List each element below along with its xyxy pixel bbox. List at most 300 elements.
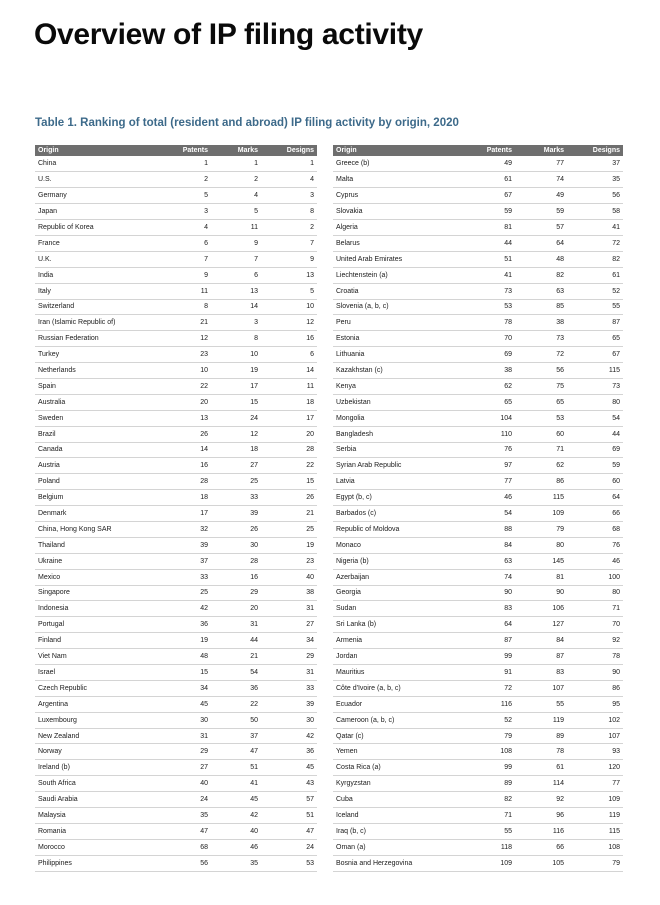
origin-cell: Kazakhstan (c) (336, 367, 383, 375)
patents-cell: 25 (200, 589, 208, 597)
ranking-table-left (35, 145, 317, 872)
patents-cell: 89 (504, 780, 512, 788)
marks-cell: 46 (250, 843, 258, 851)
marks-cell: 62 (556, 462, 564, 470)
designs-cell: 115 (608, 827, 620, 835)
page-title: Overview of IP filing activity (34, 18, 423, 51)
table-header-row (333, 145, 623, 156)
patents-cell: 116 (500, 700, 512, 708)
origin-cell: Saudi Arabia (38, 796, 78, 804)
marks-cell: 55 (556, 700, 564, 708)
patents-cell: 30 (200, 716, 208, 724)
patents-cell: 9 (204, 271, 208, 279)
patents-cell: 33 (200, 573, 208, 581)
marks-cell: 12 (250, 430, 258, 438)
origin-cell: Bosnia and Herzegovina (336, 859, 413, 867)
origin-cell: Iraq (b, c) (336, 827, 366, 835)
designs-cell: 47 (306, 827, 314, 835)
designs-cell: 115 (608, 367, 620, 375)
designs-cell: 80 (612, 398, 620, 406)
origin-cell: Estonia (336, 335, 360, 343)
patents-cell: 52 (504, 716, 512, 724)
header-origin: Origin (38, 147, 59, 154)
origin-cell: Morocco (38, 843, 65, 851)
marks-cell: 25 (250, 478, 258, 486)
designs-cell: 11 (306, 382, 314, 390)
marks-cell: 41 (250, 780, 258, 788)
designs-cell: 54 (612, 414, 620, 422)
origin-cell: Canada (38, 446, 63, 454)
designs-cell: 60 (612, 478, 620, 486)
marks-cell: 81 (556, 573, 564, 581)
patents-cell: 42 (200, 605, 208, 613)
origin-cell: Cyprus (336, 192, 359, 200)
patents-cell: 109 (500, 859, 512, 867)
designs-cell: 65 (612, 335, 620, 343)
patents-cell: 19 (200, 637, 208, 645)
origin-cell: China, Hong Kong SAR (38, 525, 112, 533)
designs-cell: 120 (608, 764, 620, 772)
designs-cell: 18 (306, 398, 314, 406)
patents-cell: 8 (204, 303, 208, 311)
patents-cell: 74 (504, 573, 512, 581)
header-marks: Marks (237, 147, 258, 154)
patents-cell: 46 (504, 494, 512, 502)
designs-cell: 2 (310, 224, 314, 231)
patents-cell: 68 (200, 843, 208, 851)
patents-cell: 82 (504, 796, 512, 804)
origin-cell: Ireland (b) (38, 764, 70, 772)
table-row (333, 490, 623, 506)
marks-cell: 116 (552, 827, 564, 835)
patents-cell: 10 (200, 367, 208, 375)
patents-cell: 90 (504, 589, 512, 597)
origin-cell: Luxembourg (38, 716, 77, 724)
origin-cell: Lithuania (336, 351, 365, 359)
patents-cell: 59 (504, 208, 512, 216)
marks-cell: 92 (556, 796, 564, 804)
marks-cell: 65 (556, 398, 564, 406)
table-row (35, 490, 317, 506)
marks-cell: 80 (556, 541, 564, 549)
patents-cell: 72 (504, 684, 512, 692)
origin-cell: Liechtenstein (a) (336, 271, 388, 279)
marks-cell: 49 (556, 192, 564, 200)
designs-cell: 42 (306, 732, 314, 740)
patents-cell: 84 (504, 541, 512, 549)
marks-cell: 47 (250, 748, 258, 756)
table-row (333, 855, 623, 871)
marks-cell: 26 (250, 525, 258, 533)
table-row (333, 458, 623, 474)
marks-cell: 85 (556, 303, 564, 311)
header-designs: Designs (592, 147, 620, 154)
table-row (333, 172, 623, 188)
origin-cell: Malaysia (38, 811, 66, 819)
origin-cell: Greece (b) (336, 160, 370, 168)
table-row (35, 331, 317, 347)
patents-cell: 61 (504, 176, 512, 184)
origin-cell: Monaco (336, 541, 361, 549)
marks-cell: 13 (250, 287, 258, 295)
patents-cell: 40 (200, 780, 208, 788)
marks-cell: 86 (556, 478, 564, 486)
marks-cell: 3 (254, 319, 258, 327)
patents-cell: 26 (200, 430, 208, 438)
origin-cell: United Arab Emirates (336, 255, 403, 263)
patents-cell: 118 (500, 843, 512, 851)
patents-cell: 23 (200, 351, 208, 359)
designs-cell: 12 (306, 319, 314, 327)
origin-cell: Iran (Islamic Republic of) (38, 319, 116, 327)
marks-cell: 79 (556, 525, 564, 533)
marks-cell: 48 (556, 255, 564, 263)
origin-cell: Serbia (336, 446, 357, 454)
designs-cell: 6 (310, 351, 314, 359)
marks-cell: 45 (250, 796, 258, 804)
origin-cell: Indonesia (38, 605, 69, 613)
marks-cell: 78 (556, 748, 564, 756)
table-row (35, 458, 317, 474)
table-header-row (35, 145, 317, 156)
marks-cell: 5 (254, 208, 258, 216)
patents-cell: 83 (504, 605, 512, 613)
designs-cell: 25 (306, 525, 314, 533)
designs-cell: 93 (612, 748, 620, 756)
designs-cell: 46 (612, 557, 620, 565)
designs-cell: 92 (612, 637, 620, 645)
table-row (35, 839, 317, 855)
patents-cell: 35 (200, 811, 208, 819)
table-row (333, 839, 623, 855)
patents-cell: 15 (200, 668, 208, 676)
designs-cell: 107 (608, 732, 620, 740)
table-row (333, 331, 623, 347)
designs-cell: 29 (306, 653, 314, 661)
origin-cell: Portugal (38, 621, 65, 629)
table-row (35, 601, 317, 617)
marks-cell: 50 (250, 716, 258, 724)
origin-cell: India (38, 271, 54, 279)
designs-cell: 52 (612, 287, 620, 295)
marks-cell: 29 (250, 589, 258, 597)
table-row (35, 823, 317, 839)
origin-cell: Austria (38, 462, 60, 470)
table-row (35, 410, 317, 426)
designs-cell: 102 (608, 716, 620, 724)
marks-cell: 71 (556, 446, 564, 454)
patents-cell: 21 (200, 319, 208, 327)
table-row (35, 537, 317, 553)
designs-cell: 1 (310, 160, 314, 168)
origin-cell: Azerbaijan (336, 573, 370, 581)
patents-cell: 17 (200, 510, 208, 518)
marks-cell: 107 (552, 684, 564, 692)
patents-cell: 16 (200, 462, 208, 470)
origin-cell: Ukraine (38, 557, 63, 565)
marks-cell: 51 (250, 764, 258, 772)
table-row (35, 426, 317, 442)
designs-cell: 64 (612, 494, 620, 502)
origin-cell: Barbados (c) (336, 510, 377, 518)
designs-cell: 28 (306, 446, 314, 454)
origin-cell: Israel (38, 668, 56, 676)
marks-cell: 127 (552, 621, 564, 629)
marks-cell: 14 (250, 303, 258, 311)
table-row (333, 394, 623, 410)
marks-cell: 64 (556, 239, 564, 247)
patents-cell: 3 (204, 208, 208, 216)
marks-cell: 2 (254, 176, 258, 184)
patents-cell: 108 (500, 748, 512, 756)
marks-cell: 74 (556, 176, 564, 184)
marks-cell: 54 (250, 668, 258, 676)
designs-cell: 8 (310, 208, 314, 216)
origin-cell: Yemen (336, 748, 358, 756)
marks-cell: 36 (250, 684, 258, 692)
designs-cell: 3 (310, 192, 314, 200)
table-row (35, 220, 317, 236)
origin-cell: Slovenia (a, b, c) (336, 303, 389, 311)
table-row (333, 680, 623, 696)
table-row (333, 696, 623, 712)
patents-cell: 91 (504, 668, 512, 676)
marks-cell: 17 (250, 382, 258, 390)
designs-cell: 24 (306, 843, 314, 851)
patents-cell: 76 (504, 446, 512, 454)
marks-cell: 115 (552, 494, 564, 502)
marks-cell: 1 (254, 160, 258, 168)
origin-cell: Japan (38, 208, 58, 216)
patents-cell: 4 (204, 224, 208, 231)
table-row (333, 363, 623, 379)
origin-cell: Sweden (38, 414, 64, 422)
origin-cell: Singapore (38, 589, 70, 597)
designs-cell: 23 (306, 557, 314, 565)
origin-cell: China (38, 160, 57, 168)
table-row (333, 760, 623, 776)
patents-cell: 36 (200, 621, 208, 629)
designs-cell: 76 (612, 541, 620, 549)
marks-cell: 90 (556, 589, 564, 597)
table-row (35, 283, 317, 299)
patents-cell: 53 (504, 303, 512, 311)
patents-cell: 20 (200, 398, 208, 406)
table-row (333, 537, 623, 553)
origin-cell: Germany (38, 192, 67, 200)
origin-cell: Belarus (336, 239, 360, 247)
origin-cell: Georgia (336, 589, 361, 597)
patents-cell: 28 (200, 478, 208, 486)
designs-cell: 10 (306, 303, 314, 311)
marks-cell: 21 (250, 653, 258, 661)
designs-cell: 43 (306, 780, 314, 788)
patents-cell: 22 (200, 382, 208, 390)
designs-cell: 66 (612, 510, 620, 518)
origin-cell: Iceland (336, 811, 359, 819)
designs-cell: 7 (310, 239, 314, 247)
designs-cell: 27 (306, 621, 314, 629)
origin-cell: Brazil (38, 430, 56, 438)
origin-cell: Poland (38, 478, 60, 486)
designs-cell: 68 (612, 525, 620, 533)
patents-cell: 79 (504, 732, 512, 740)
patents-cell: 110 (500, 430, 512, 438)
origin-cell: Viet Nam (38, 653, 67, 661)
patents-cell: 81 (504, 224, 512, 231)
patents-cell: 27 (200, 764, 208, 772)
marks-cell: 119 (552, 716, 564, 724)
designs-cell: 45 (306, 764, 314, 772)
marks-cell: 24 (250, 414, 258, 422)
patents-cell: 32 (200, 525, 208, 533)
origin-cell: U.K. (38, 255, 52, 263)
table-row (35, 235, 317, 251)
patents-cell: 54 (504, 510, 512, 518)
patents-cell: 87 (504, 637, 512, 645)
designs-cell: 21 (306, 510, 314, 518)
designs-cell: 78 (612, 653, 620, 661)
designs-cell: 87 (612, 319, 620, 327)
origin-cell: Romania (38, 827, 67, 835)
marks-cell: 6 (254, 271, 258, 279)
header-designs: Designs (286, 147, 314, 154)
table-row (35, 204, 317, 220)
marks-cell: 37 (250, 732, 258, 740)
marks-cell: 114 (552, 780, 564, 788)
origin-cell: Finland (38, 637, 61, 645)
table-row (35, 665, 317, 681)
designs-cell: 58 (612, 208, 620, 216)
origin-cell: Costa Rica (a) (336, 764, 381, 772)
designs-cell: 44 (612, 430, 620, 438)
marks-cell: 72 (556, 351, 564, 359)
marks-cell: 16 (250, 573, 258, 581)
table-row (333, 426, 623, 442)
table-row (35, 569, 317, 585)
table-row (333, 299, 623, 315)
table-row (333, 728, 623, 744)
designs-cell: 71 (612, 605, 620, 613)
patents-cell: 34 (200, 684, 208, 692)
designs-cell: 77 (612, 780, 620, 788)
patents-cell: 14 (200, 446, 208, 454)
table-row (35, 394, 317, 410)
patents-cell: 67 (504, 192, 512, 200)
patents-cell: 56 (200, 859, 208, 867)
table-row (333, 315, 623, 331)
table-row (333, 347, 623, 363)
marks-cell: 8 (254, 335, 258, 343)
designs-cell: 26 (306, 494, 314, 502)
patents-cell: 51 (504, 255, 512, 263)
patents-cell: 37 (200, 557, 208, 565)
table-row (333, 156, 623, 172)
origin-cell: Slovakia (336, 208, 363, 216)
patents-cell: 77 (504, 478, 512, 486)
table-row (333, 792, 623, 808)
table-row (35, 251, 317, 267)
marks-cell: 83 (556, 668, 564, 676)
table-row (333, 442, 623, 458)
patents-cell: 47 (200, 827, 208, 835)
table-row (333, 553, 623, 569)
designs-cell: 70 (612, 621, 620, 629)
table-row (35, 442, 317, 458)
table-row (333, 585, 623, 601)
origin-cell: Mongolia (336, 414, 365, 422)
patents-cell: 69 (504, 351, 512, 359)
table-row (333, 617, 623, 633)
table-row (35, 633, 317, 649)
marks-cell: 82 (556, 271, 564, 279)
designs-cell: 69 (612, 446, 620, 454)
table-row (35, 506, 317, 522)
marks-cell: 56 (556, 367, 564, 375)
origin-cell: Switzerland (38, 303, 75, 311)
designs-cell: 4 (310, 176, 314, 184)
origin-cell: U.S. (38, 176, 52, 184)
patents-cell: 63 (504, 557, 512, 565)
table-row (333, 378, 623, 394)
origin-cell: Turkey (38, 351, 60, 359)
table-row (333, 823, 623, 839)
marks-cell: 106 (552, 605, 564, 613)
origin-cell: Cuba (336, 796, 353, 804)
marks-cell: 40 (250, 827, 258, 835)
origin-cell: Bangladesh (336, 430, 373, 438)
marks-cell: 145 (552, 557, 564, 565)
designs-cell: 61 (612, 271, 620, 279)
designs-cell: 57 (306, 796, 314, 804)
origin-cell: Sudan (336, 605, 357, 613)
origin-cell: Cameroon (a, b, c) (336, 716, 395, 724)
origin-cell: Ecuador (336, 700, 363, 708)
marks-cell: 89 (556, 732, 564, 740)
origin-cell: Peru (336, 319, 351, 327)
patents-cell: 62 (504, 382, 512, 390)
table-row (35, 760, 317, 776)
origin-cell: Belgium (38, 494, 64, 502)
origin-cell: Australia (38, 398, 66, 406)
patents-cell: 24 (200, 796, 208, 804)
designs-cell: 73 (612, 382, 620, 390)
marks-cell: 109 (552, 510, 564, 518)
table-row (35, 553, 317, 569)
table-row (35, 776, 317, 792)
designs-cell: 22 (306, 462, 314, 470)
designs-cell: 56 (612, 192, 620, 200)
header-origin: Origin (336, 147, 357, 154)
table-row (35, 474, 317, 490)
origin-cell: Italy (38, 287, 51, 295)
patents-cell: 64 (504, 621, 512, 629)
designs-cell: 17 (306, 414, 314, 422)
table-row (333, 569, 623, 585)
table-row (35, 378, 317, 394)
table-row (35, 299, 317, 315)
patents-cell: 18 (200, 494, 208, 502)
origin-cell: France (38, 239, 60, 247)
designs-cell: 108 (608, 843, 620, 851)
patents-cell: 71 (504, 811, 512, 819)
marks-cell: 84 (556, 637, 564, 645)
marks-cell: 27 (250, 462, 258, 470)
designs-cell: 19 (306, 541, 314, 549)
patents-cell: 13 (200, 414, 208, 422)
table-row (333, 601, 623, 617)
designs-cell: 37 (612, 160, 620, 168)
